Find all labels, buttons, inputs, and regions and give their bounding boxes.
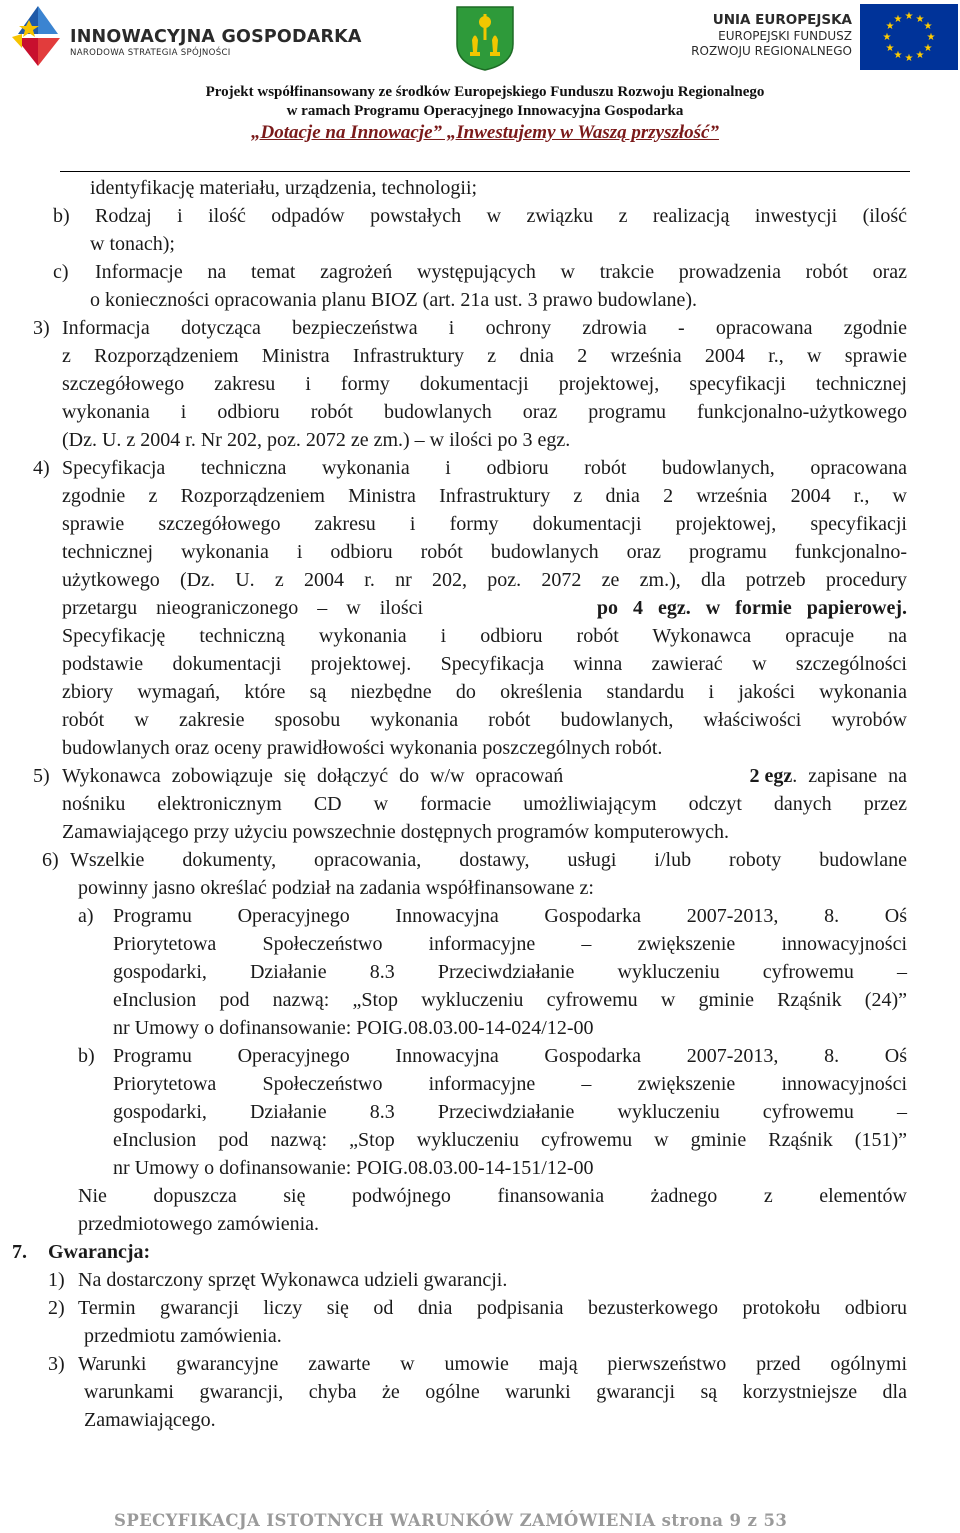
doc-line-text: przetargu nieograniczonego – w ilości [62,597,424,619]
innowacyjna-gospodarka-logo [12,4,362,70]
eu-logo-line2: EUROPEJSKI FUNDUSZ [718,29,852,43]
svg-text:★: ★ [885,43,895,54]
doc-line-text: . zapisane na [792,765,907,787]
doc-line: Rodzaj i ilość odpadów powstałych w związku z realizacją inwestycji (ilość [95,205,907,227]
doc-line [62,594,907,622]
ig-logo-title: INNOWACYJNA GOSPODARKA [70,27,362,47]
project-programme-line: w ramach Programu Operacyjnego Innowacyjna Gospodarka [286,103,684,119]
list-marker: c) [53,261,69,283]
doc-line: zgodnie z Rozporządzeniem Ministra Infrastruktury z dnia 2 września 2004 r., w [62,485,907,507]
doc-line: Wszelkie dokumenty, opracowania, dostawy, usługi i/lub roboty budowlane [70,849,907,871]
section-heading: Gwarancja: [48,1241,151,1263]
doc-line: użytkowego (Dz. U. z 2004 r. nr 202, poz. 2072 ze zm.), dla potrzeb procedury [62,569,907,591]
doc-line: przedmiotu zamówienia. [84,1325,282,1347]
doc-line: w tonach); [90,233,175,255]
list-marker: b) [78,1045,95,1067]
doc-line: Specyfikację techniczną wykonania i odbioru robót Wykonawca opracuje na [62,625,907,647]
list-marker: 1) [48,1269,65,1291]
doc-line: Nie dopuszcza się podwójnego finansowania żadnego z elementów [78,1185,907,1207]
svg-text:★: ★ [885,21,895,32]
doc-line: Na dostarczony sprzęt Wykonawca udzieli gwarancji. [78,1269,508,1291]
list-marker: 5) [33,765,50,787]
project-slogan-line: „Dotacje na Innowacje” „Inwestujemy w Waszą przyszłość” [250,122,719,143]
list-marker: 2) [48,1297,65,1319]
doc-line: Zamawiającego przy użyciu powszechnie dostępnych programów komputerowych. [62,821,729,843]
list-marker: b) [53,205,70,227]
doc-line [62,762,907,790]
doc-line: Zamawiającego. [84,1409,216,1431]
doc-line: identyfikację materiału, urządzenia, technologii; [90,177,478,199]
doc-line: gospodarki, Działanie 8.3 Przeciwdziałanie wykluczeniu cyfrowemu – [113,961,907,983]
doc-line-text: Wykonawca zobowiązuje się dołączyć do w/w opracowań [62,765,564,787]
doc-line: podstawie dokumentacji projektowej. Specyfikacja winna zawierać w szczególności [62,653,907,675]
doc-line: robót w zakresie sposobu wykonania robót budowlanych, właściwości wyrobów [62,709,907,731]
eu-flag-icon [860,4,958,70]
coat-of-arms-icon [454,4,516,72]
european-union-logo [682,4,958,70]
doc-line: powinny jasno określać podział na zadania współfinansowane z: [78,877,594,899]
doc-line: warunkami gwarancji, chyba że ogólne warunki gwarancji są korzystniejsze dla [84,1381,907,1403]
eu-logo-line3: ROZWOJU REGIONALNEGO [691,44,852,58]
header-divider [60,171,910,172]
doc-line: Informacje na temat zagrożeń występujących w trakcie prowadzenia robót oraz [95,261,907,283]
doc-line: gospodarki, Działanie 8.3 Przeciwdziałanie wykluczeniu cyfrowemu – [113,1101,907,1123]
svg-text:★: ★ [923,21,933,32]
list-marker: a) [78,905,94,927]
svg-text:★: ★ [882,32,892,43]
doc-line: nośniku elektronicznym CD w formacie umożliwiającym odczyt danych przez [62,793,907,815]
innowacyjna-gospodarka-emblem-icon [12,4,66,70]
doc-line-bold-text: po 4 egz. w formie papierowej. [596,597,907,619]
doc-line: szczegółowego zakresu i formy dokumentacji projektowej, specyfikacji technicznej [62,373,907,395]
list-marker: 6) [42,849,59,871]
doc-line: nr Umowy o dofinansowanie: POIG.08.03.00-14-151/12-00 [113,1157,594,1179]
doc-line: nr Umowy o dofinansowanie: POIG.08.03.00-14-024/12-00 [113,1017,594,1039]
doc-line: eInclusion pod nazwą: „Stop wykluczeniu cyfrowemu w gminie Rząśnik (151)” [113,1129,907,1151]
doc-line: Informacja dotycząca bezpieczeństwa i ochrony zdrowia - opracowana zgodnie [62,317,907,339]
doc-line: eInclusion pod nazwą: „Stop wykluczeniu cyfrowemu w gminie Rząśnik (24)” [113,989,907,1011]
page-footer: SPECYFIKACJA ISTOTNYCH WARUNKÓW ZAMÓWIENIA strona 9 z 53 [114,1511,788,1530]
list-marker: 3) [33,317,50,339]
list-marker: 3) [48,1353,65,1375]
doc-line-tail [750,762,908,790]
doc-line: Priorytetowa Społeczeństwo informacyjne – zwiększenie innowacyjności [113,1073,907,1095]
svg-text:★: ★ [904,11,914,22]
doc-line: wykonania i odbioru robót budowlanych oraz programu funkcjonalno-użytkowego [62,401,907,423]
doc-line: budowlanych oraz oceny prawidłowości wykonania poszczególnych robót. [62,737,663,759]
list-marker: 4) [33,457,50,479]
doc-line: Priorytetowa Społeczeństwo informacyjne – zwiększenie innowacyjności [113,933,907,955]
ig-logo-subtitle: NARODOWA STRATEGIA SPÓJNOŚCI [70,48,231,58]
coat-of-arms-logo [454,4,516,72]
doc-line: Warunki gwarancyjne zawarte w umowie mają pierwszeństwo przed ogólnymi [78,1353,907,1375]
svg-text:★: ★ [893,14,903,25]
project-funding-line: Projekt współfinansowany ze środków Europejskiego Funduszu Rozwoju Regionalnego [205,84,765,100]
svg-text:★: ★ [893,50,903,61]
doc-line: Termin gwarancji liczy się od dnia podpisania bezusterkowego protokołu odbioru [78,1297,907,1319]
doc-line: Specyfikacja techniczna wykonania i odbioru robót budowlanych, opracowana [62,457,907,479]
doc-line: Programu Operacyjnego Innowacyjna Gospodarka 2007-2013, 8. Oś [113,905,907,927]
doc-line: sprawie szczegółowego zakresu i formy dokumentacji projektowej, specyfikacji [62,513,907,535]
svg-text:★: ★ [923,43,933,54]
section-number: 7. [12,1241,27,1263]
doc-line: Programu Operacyjnego Innowacyjna Gospodarka 2007-2013, 8. Oś [113,1045,907,1067]
doc-line: o konieczności opracowania planu BIOZ (art. 21a ust. 3 prawo budowlane). [90,289,698,311]
doc-line: (Dz. U. z 2004 r. Nr 202, poz. 2072 ze zm.) – w ilości po 3 egz. [62,429,571,451]
doc-line: z Rozporządzeniem Ministra Infrastruktury z dnia 2 września 2004 r., w sprawie [62,345,907,367]
svg-text:★: ★ [915,14,925,25]
doc-line: technicznej wykonania i odbioru robót budowlanych oraz programu funkcjonalno- [62,541,907,563]
svg-text:★: ★ [926,32,936,43]
doc-line-bold-text: 2 egz [749,765,793,787]
doc-line: przedmiotowego zamówienia. [78,1213,320,1235]
doc-line: zbiory wymagań, które są niezbędne do określenia standardu i jakości wykonania [62,681,907,703]
svg-text:★: ★ [904,53,914,64]
eu-logo-line1: UNIA EUROPEJSKA [712,12,852,28]
svg-text:★: ★ [915,50,925,61]
